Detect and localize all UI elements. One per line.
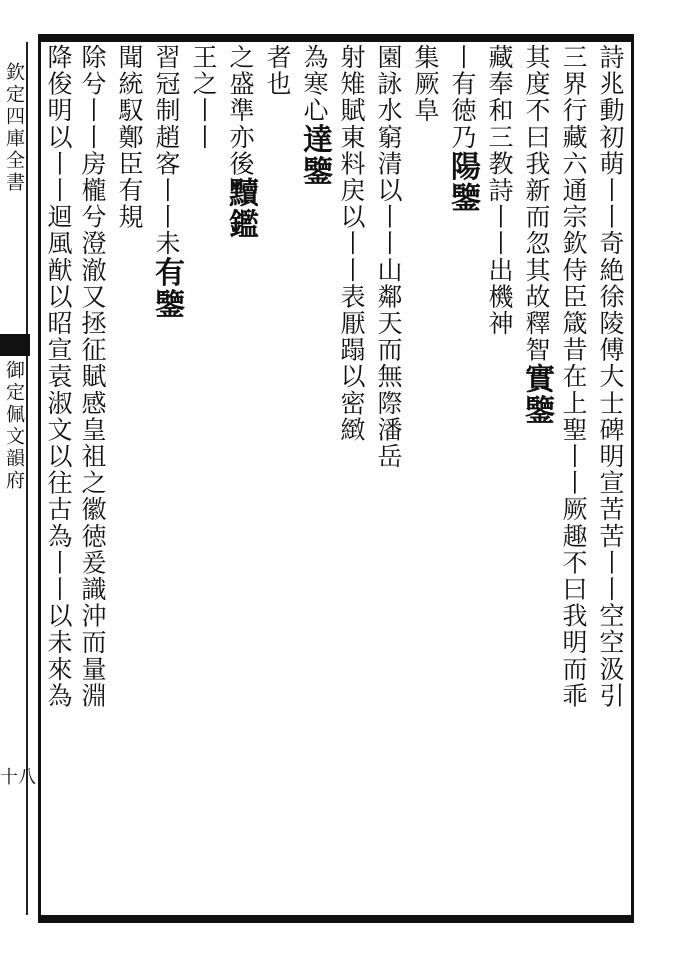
entry-head: 達鑒 — [297, 123, 332, 188]
column-text: 其度不曰我新而忽其故釋智 — [522, 44, 551, 364]
fish-tail-mark — [0, 334, 30, 356]
text-column: 藏奉和三教詩丨丨出機神 — [485, 44, 514, 337]
page-number: 十八 — [0, 767, 36, 788]
text-column: 三界行藏六通宗欽侍臣箴昔在上聖丨丨厥趣不曰我明而乖 — [559, 44, 588, 709]
text-column — [297, 44, 332, 910]
column-text: 之盛準亦後 — [226, 44, 255, 177]
text-column: 王之丨丨 — [189, 44, 218, 151]
text-column — [445, 44, 480, 910]
entry-head: 陽鑒 — [445, 150, 480, 214]
text-column: 者也 — [263, 44, 292, 98]
margin-book-title: 御定佩文韻府 — [3, 360, 25, 492]
text-column: 園詠水窮清以丨丨山鄰天而無際潘岳 — [374, 44, 403, 470]
book-center-margin — [0, 42, 38, 915]
entry-head: 有鑒 — [149, 256, 184, 321]
column-text: 丨有徳乃 — [448, 44, 477, 151]
text-column — [519, 44, 554, 910]
text-column: 射雉賦東料戻以丨丨表厭蹋以密緻 — [337, 44, 366, 443]
text-column: 降俊明以丨丨迴風猷以昭宣袁淑文以往古為丨丨以未來為 — [44, 44, 73, 709]
text-column — [223, 44, 258, 910]
text-column — [149, 44, 184, 910]
entry-head: 黷鑑 — [223, 177, 258, 241]
text-column: 聞統馭鄭臣有規 — [115, 44, 144, 231]
text-column: 詩兆動初萌丨丨奇絶徐陵傅大士碑明宣苦苦丨丨空空汲引 — [596, 44, 625, 709]
entry-head: 實鑒 — [519, 363, 554, 427]
frame-bottom-border — [38, 915, 634, 923]
column-text: 為寒心 — [300, 44, 329, 124]
text-column: 除兮丨丨房櫳兮澄澈又拯征賦感皇祖之徽徳爰識沖而量淵 — [78, 44, 107, 709]
margin-title: 欽定四庫全書 — [3, 62, 25, 194]
column-text: 習冠制趙客丨丨未 — [152, 44, 181, 257]
text-column: 集厥阜 — [411, 44, 440, 124]
